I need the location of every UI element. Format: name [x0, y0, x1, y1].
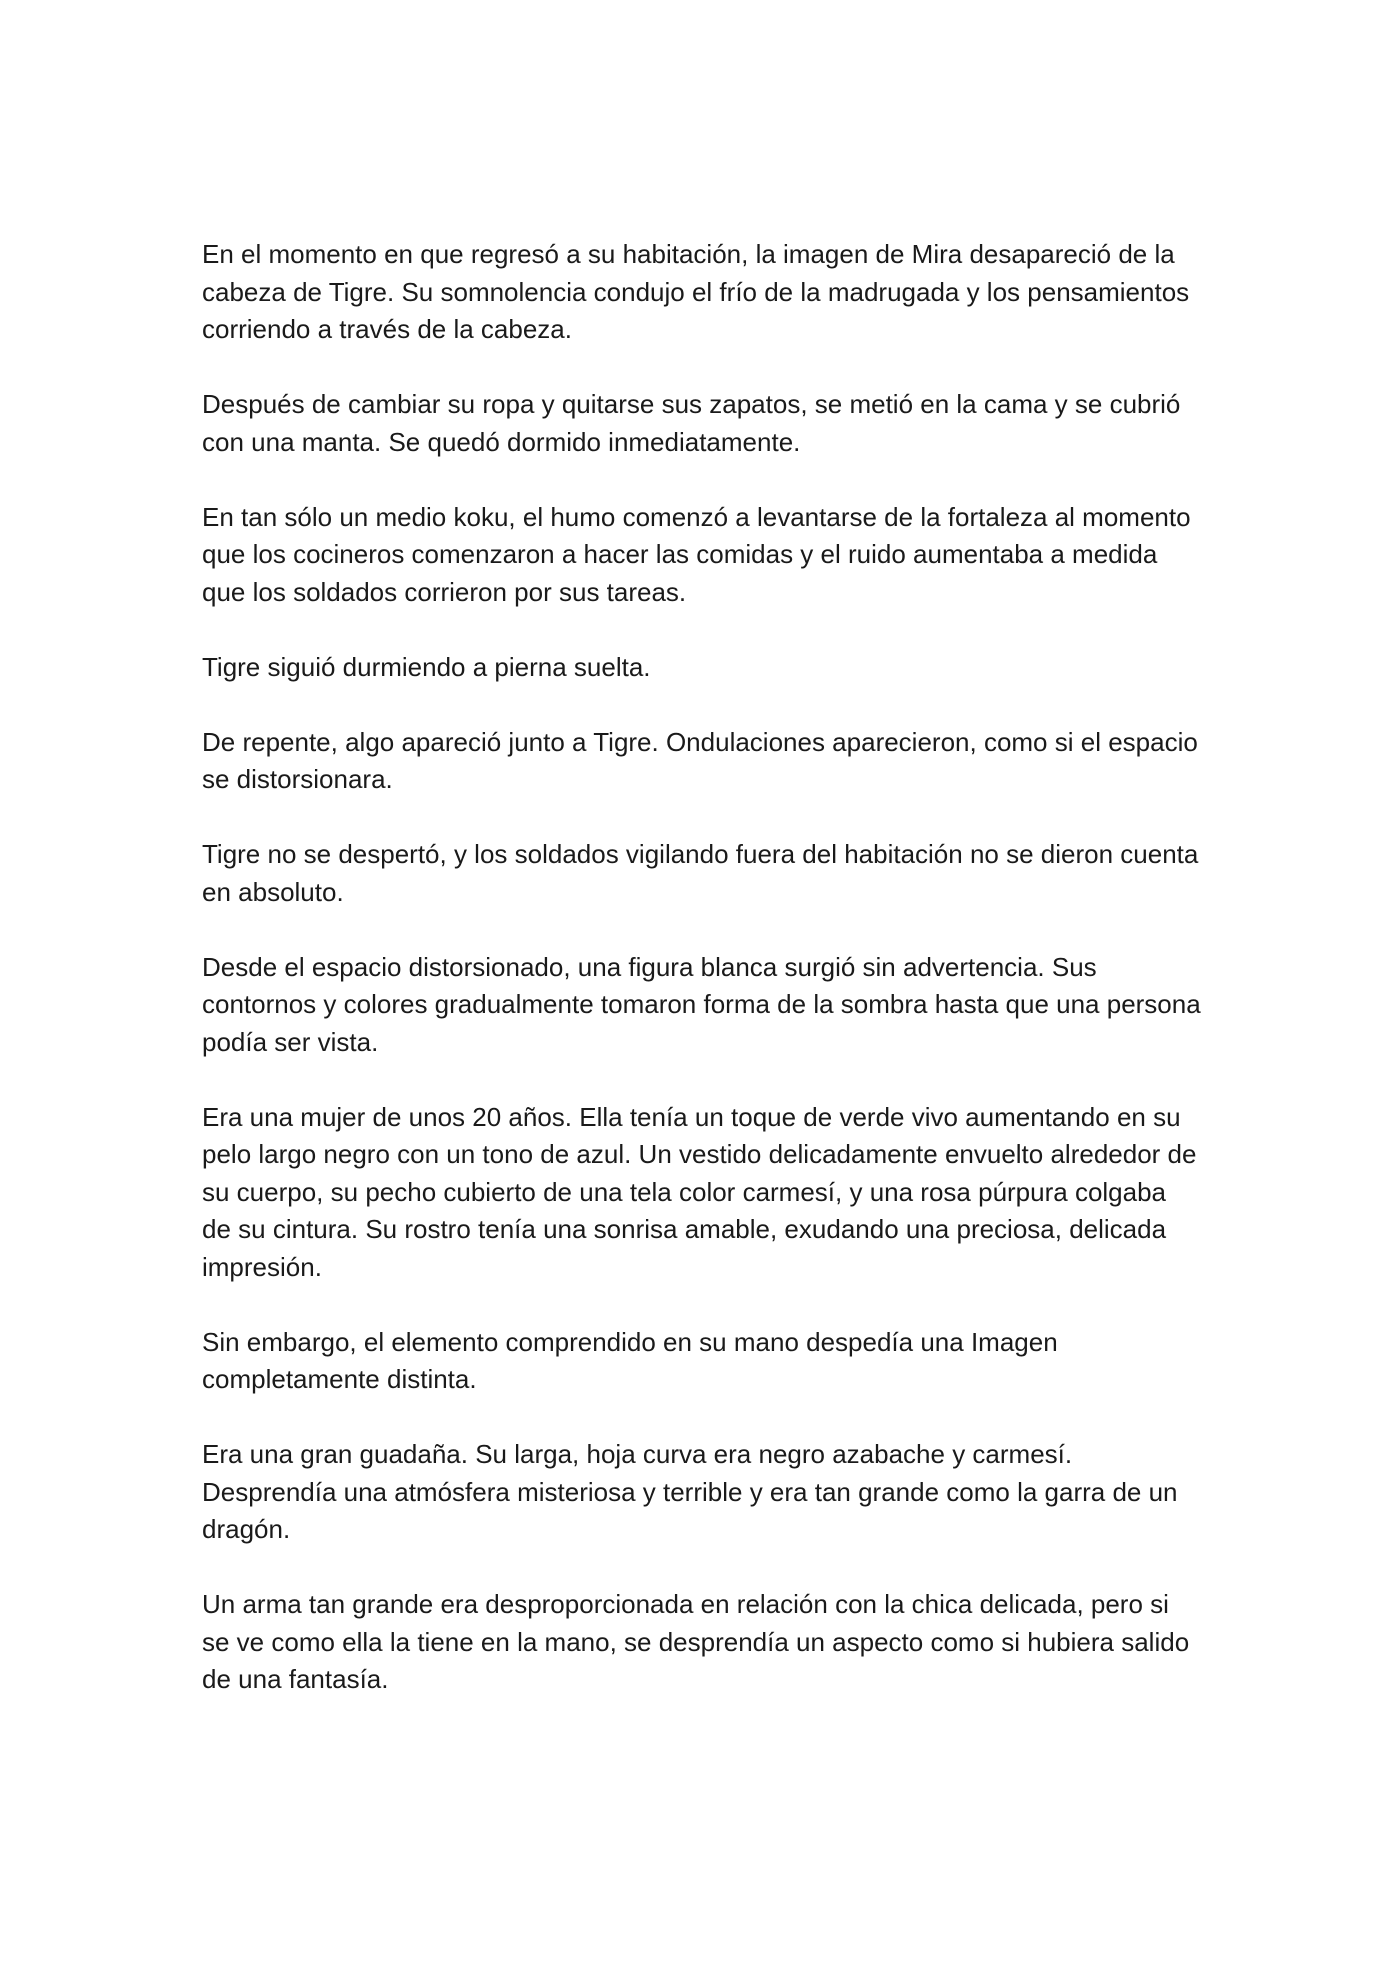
- paragraph: De repente, algo apareció junto a Tigre. Ondulaciones aparecieron, como si el espacio se distorsionara.: [202, 726, 1198, 794]
- paragraph: En el momento en que regresó a su habitación, la imagen de Mira desapareció de la cabeza de Tigre. Su somnolencia condujo el frío de la madrugada y los pensamientos corriendo a través de la cabeza.: [202, 239, 1190, 344]
- paragraph: En tan sólo un medio koku, el humo comenzó a levantarse de la fortaleza al momento que los cocineros comenzaron a hacer las comidas y el ruido aumentaba a medida que los soldados corrieron por sus tareas.: [202, 501, 1191, 607]
- paragraph: Desde el espacio distorsionado, una figura blanca surgió sin advertencia. Sus contornos y colores gradualmente tomaron forma de la sombra hasta que una persona podía ser vista.: [202, 951, 1201, 1057]
- paragraph: Tigre siguió durmiendo a pierna suelta.: [202, 651, 651, 682]
- paragraph: Sin embargo, el elemento comprendido en su mano despedía una Imagen completamente distinta.: [202, 1326, 1058, 1394]
- paragraph: Un arma tan grande era desproporcionada en relación con la chica delicada, pero si se ve como ella la tiene en la mano, se desprendía un aspecto como si hubiera salido de una fantasía.: [202, 1589, 1190, 1694]
- paragraph: Era una gran guadaña. Su larga, hoja curva era negro azabache y carmesí. Desprendía una atmósfera misteriosa y terrible y era tan grande como la garra de un dragón.: [202, 1439, 1178, 1544]
- paragraph: Era una mujer de unos 20 años. Ella tenía un toque de verde vivo aumentando en su pelo largo negro con un tono de azul. Un vestido delicadamente envuelto alrededor de su cuerpo, su pecho cubierto de una tela color carmesí, y una rosa púrpura colgaba de su cintura. Su rostro tenía una sonrisa amable, exudando una preciosa, delicada impresión.: [202, 1101, 1197, 1282]
- paragraph: Tigre no se despertó, y los soldados vigilando fuera del habitación no se dieron cuenta en absoluto.: [202, 839, 1199, 907]
- paragraph: Después de cambiar su ropa y quitarse sus zapatos, se metió en la cama y se cubrió con una manta. Se quedó dormido inmediatamente.: [202, 389, 1181, 457]
- document-body: [202, 236, 1202, 1699]
